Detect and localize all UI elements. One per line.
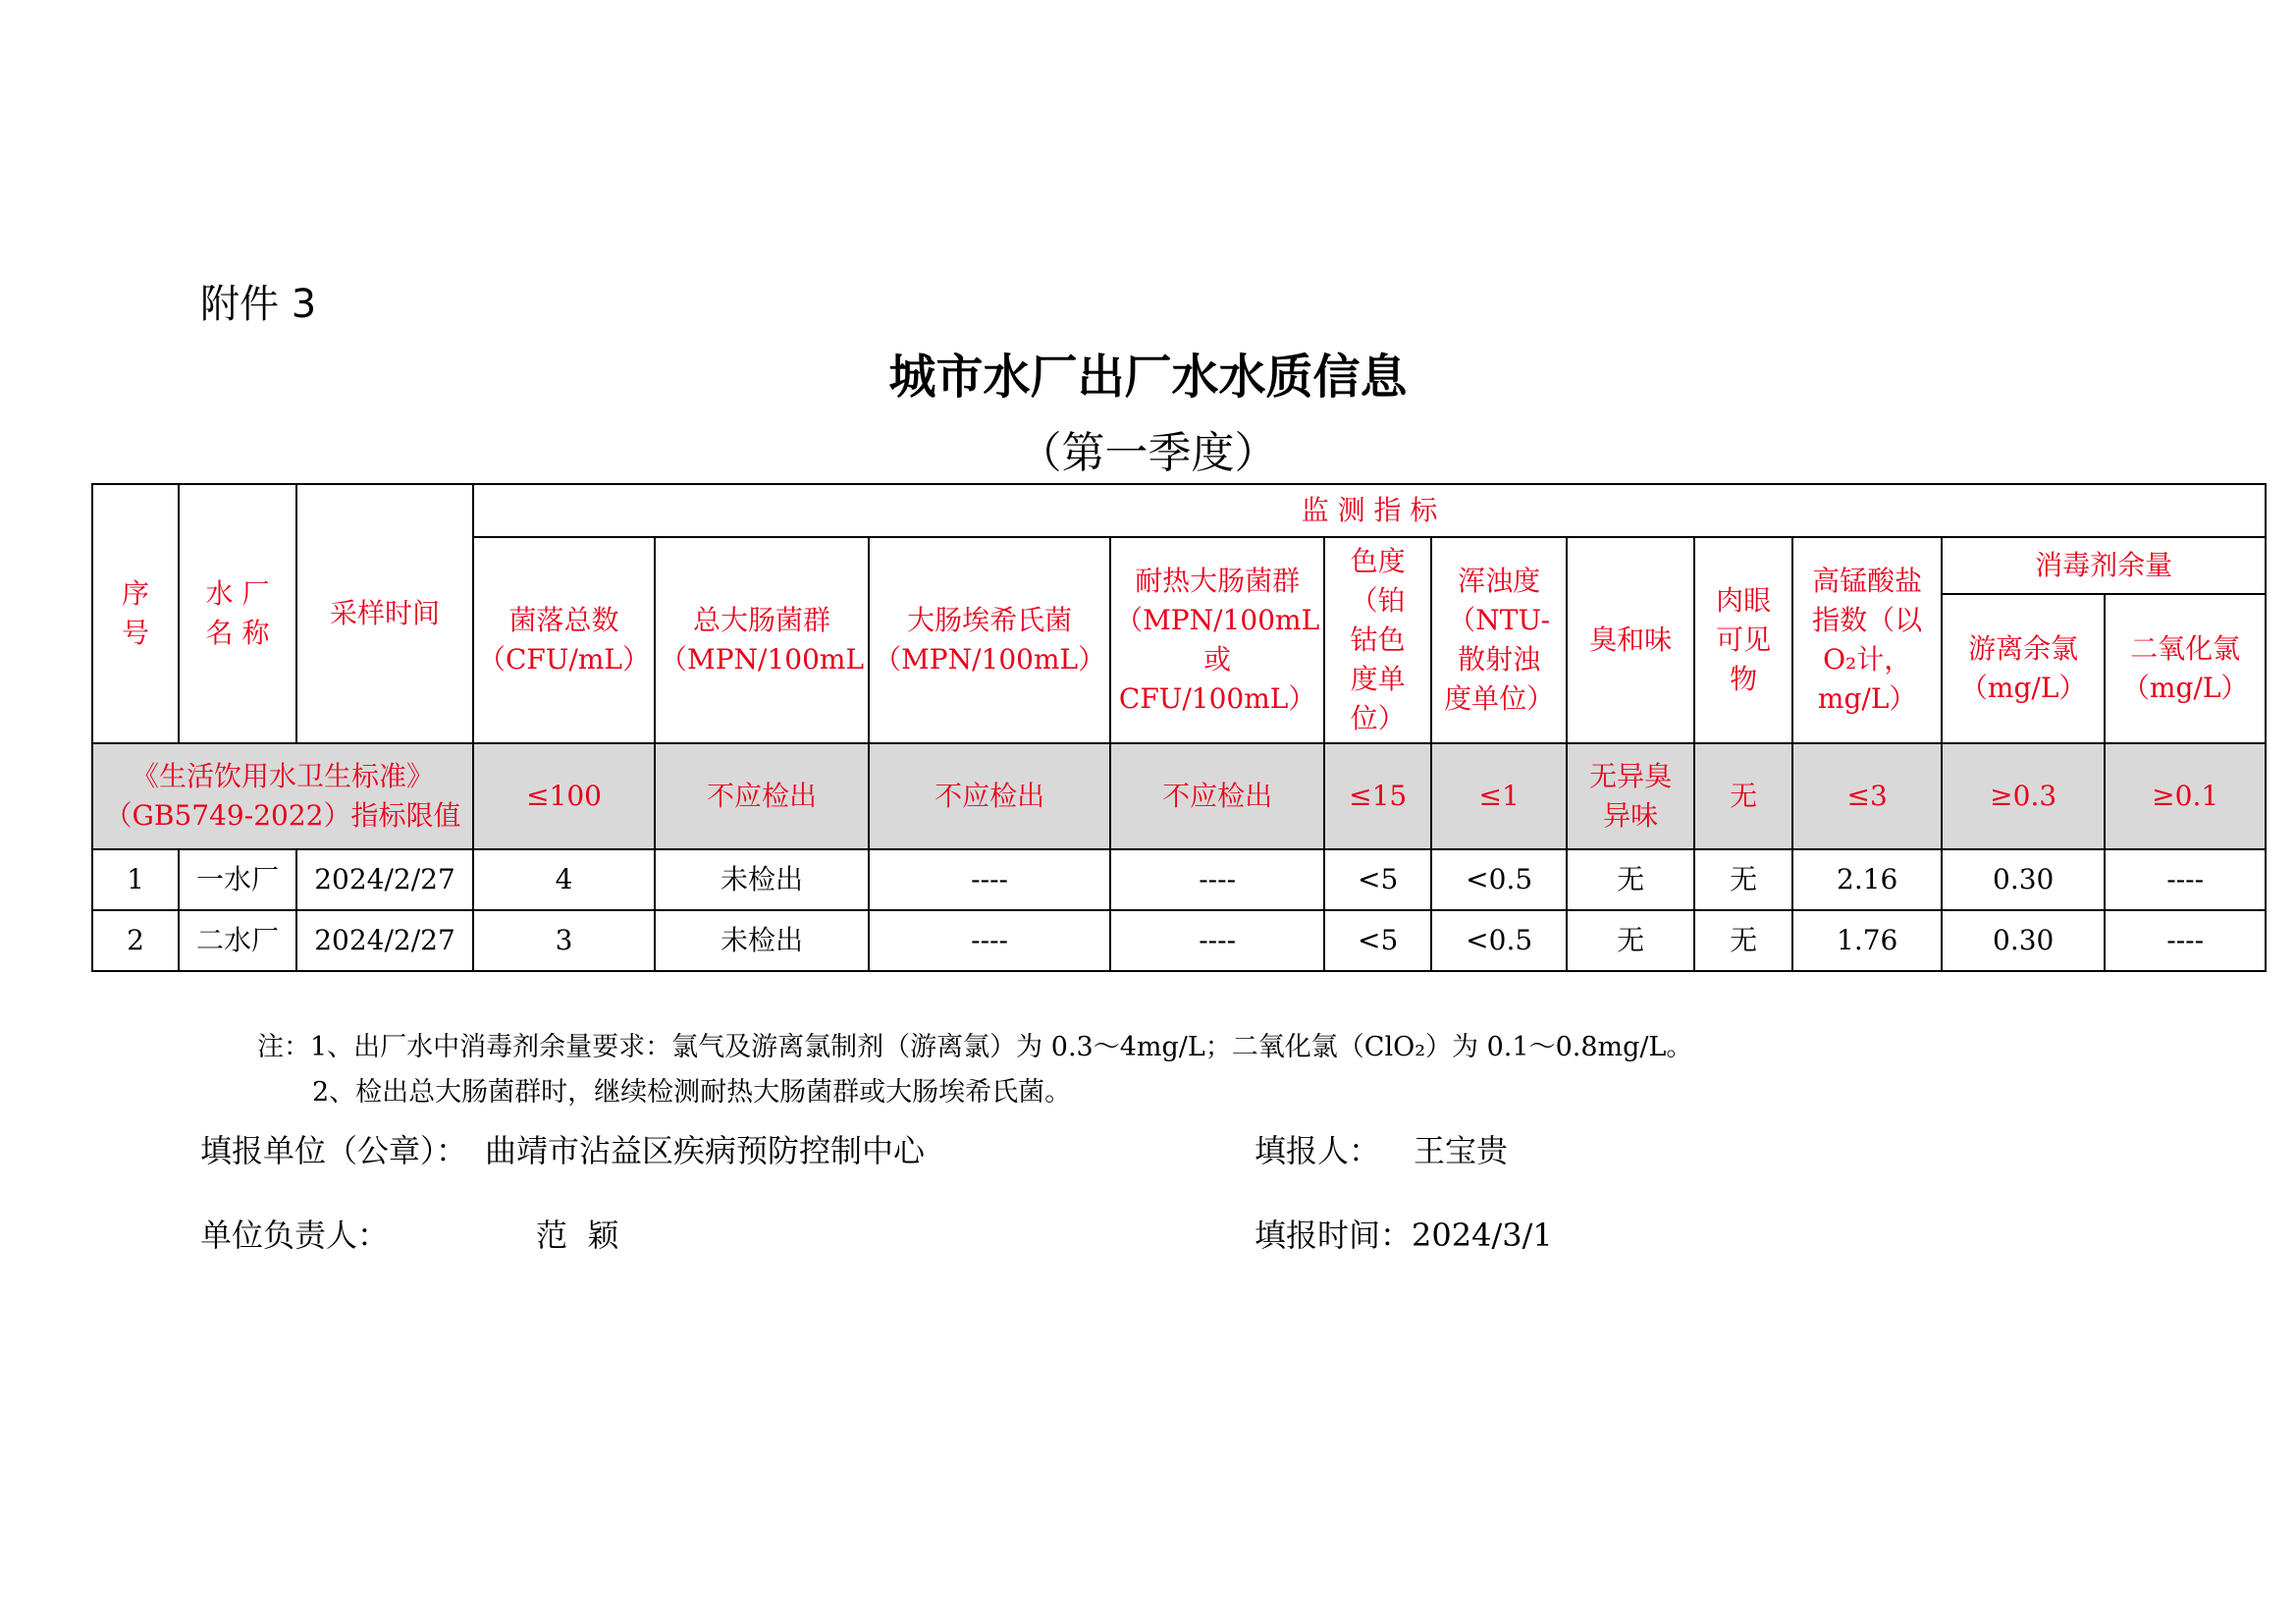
cell-sample-time: 2024/2/27 xyxy=(296,849,473,910)
standard-colony: ≤100 xyxy=(473,743,655,849)
cell-total-coliform: 未检出 xyxy=(655,849,869,910)
note-line-2: 2、检出总大肠菌群时，继续检测耐热大肠菌群或大肠埃希氏菌。 xyxy=(312,1077,1072,1108)
cell-free-chlorine: 0.30 xyxy=(1942,910,2105,971)
table-row xyxy=(92,849,2266,910)
report-time-value: 2024/3/1 xyxy=(1412,1217,1553,1254)
cell-turbidity: <0.5 xyxy=(1431,910,1567,971)
cell-odor: 无 xyxy=(1567,910,1694,971)
cell-thermo-coliform: ---- xyxy=(1110,910,1324,971)
water-quality-table xyxy=(91,483,2267,972)
reporter-value: 王宝贵 xyxy=(1414,1132,1509,1169)
header-plant-name: 水 厂 名 称 xyxy=(179,484,296,743)
header-disinfectant-residual: 消毒剂余量 xyxy=(1942,537,2266,594)
cell-odor: 无 xyxy=(1567,849,1694,910)
standard-free-chlorine: ≥0.3 xyxy=(1942,743,2105,849)
standard-label: 《生活饮用水卫生标准》 （GB5749-2022）指标限值 xyxy=(92,743,473,849)
cell-visible-matter: 无 xyxy=(1694,849,1792,910)
header-free-chlorine: 游离余氯 （mg/L） xyxy=(1942,594,2105,743)
report-time xyxy=(1255,1211,1553,1256)
header-colony-count: 菌落总数 （CFU/mL） xyxy=(473,537,655,743)
report-unit xyxy=(200,1126,925,1171)
cell-ecoli: ---- xyxy=(869,849,1110,910)
cell-plant-name: 二水厂 xyxy=(179,910,296,971)
cell-seq: 1 xyxy=(92,849,179,910)
header-sample-time: 采样时间 xyxy=(296,484,473,743)
cell-turbidity: <0.5 xyxy=(1431,849,1567,910)
standard-total-coliform: 不应检出 xyxy=(655,743,869,849)
cell-ecoli: ---- xyxy=(869,910,1110,971)
header-ecoli: 大肠埃希氏菌 （MPN/100mL） xyxy=(869,537,1110,743)
table-row xyxy=(92,910,2266,971)
header-odor: 臭和味 xyxy=(1567,537,1694,743)
cell-seq: 2 xyxy=(92,910,179,971)
header-monitoring-indicators: 监 测 指 标 xyxy=(473,484,2266,537)
cell-permanganate: 2.16 xyxy=(1792,849,1942,910)
header-visible-matter: 肉眼 可见 物 xyxy=(1694,537,1792,743)
standard-chlorine-dioxide: ≥0.1 xyxy=(2105,743,2266,849)
cell-free-chlorine: 0.30 xyxy=(1942,849,2105,910)
cell-permanganate: 1.76 xyxy=(1792,910,1942,971)
cell-sample-time: 2024/2/27 xyxy=(296,910,473,971)
report-unit-label: 填报单位（公章）： xyxy=(200,1132,468,1169)
standard-odor: 无异臭 异味 xyxy=(1567,743,1694,849)
cell-colony: 3 xyxy=(473,910,655,971)
standard-turbidity: ≤1 xyxy=(1431,743,1567,849)
unit-head-value: 范 颖 xyxy=(536,1217,619,1254)
header-seq: 序 号 xyxy=(92,484,179,743)
cell-chlorine-dioxide: ---- xyxy=(2105,910,2266,971)
cell-color: <5 xyxy=(1324,849,1431,910)
header-permanganate: 高锰酸盐 指数（以 O₂计， mg/L） xyxy=(1792,537,1942,743)
header-chlorine-dioxide: 二氧化氯 （mg/L） xyxy=(2105,594,2266,743)
header-thermo-coliform: 耐热大肠菌群 （MPN/100mL 或 CFU/100mL） xyxy=(1110,537,1324,743)
standard-visible-matter: 无 xyxy=(1694,743,1792,849)
report-time-label: 填报时间： xyxy=(1255,1217,1413,1254)
unit-head-label: 单位负责人： xyxy=(200,1217,390,1254)
reporter xyxy=(1255,1126,1508,1171)
note-line-1: 注：1、出厂水中消毒剂余量要求：氯气及游离氯制剂（游离氯）为 0.3～4mg/L；二氧化氯（ClO₂）为 0.1～0.8mg/L。 xyxy=(257,1032,1693,1062)
standard-row xyxy=(92,743,2266,849)
unit-head xyxy=(200,1211,618,1256)
cell-chlorine-dioxide: ---- xyxy=(2105,849,2266,910)
cell-total-coliform: 未检出 xyxy=(655,910,869,971)
page-subtitle: （第一季度） xyxy=(1018,428,1278,478)
standard-permanganate: ≤3 xyxy=(1792,743,1942,849)
report-unit-value: 曲靖市沾益区疾病预防控制中心 xyxy=(485,1132,926,1169)
notes xyxy=(257,1025,1692,1115)
header-total-coliform: 总大肠菌群 （MPN/100mL xyxy=(655,537,869,743)
cell-colony: 4 xyxy=(473,849,655,910)
standard-thermo-coliform: 不应检出 xyxy=(1110,743,1324,849)
standard-color: ≤15 xyxy=(1324,743,1431,849)
cell-color: <5 xyxy=(1324,910,1431,971)
cell-visible-matter: 无 xyxy=(1694,910,1792,971)
cell-thermo-coliform: ---- xyxy=(1110,849,1324,910)
attachment-label: 附件 3 xyxy=(200,282,317,327)
reporter-label: 填报人： xyxy=(1255,1132,1381,1169)
header-turbidity: 浑浊度 （NTU- 散射浊 度单位） xyxy=(1431,537,1567,743)
page-title: 城市水厂出厂水水质信息 xyxy=(888,350,1408,405)
cell-plant-name: 一水厂 xyxy=(179,849,296,910)
header-color: 色度 （铂 钴色 度单 位） xyxy=(1324,537,1431,743)
standard-ecoli: 不应检出 xyxy=(869,743,1110,849)
